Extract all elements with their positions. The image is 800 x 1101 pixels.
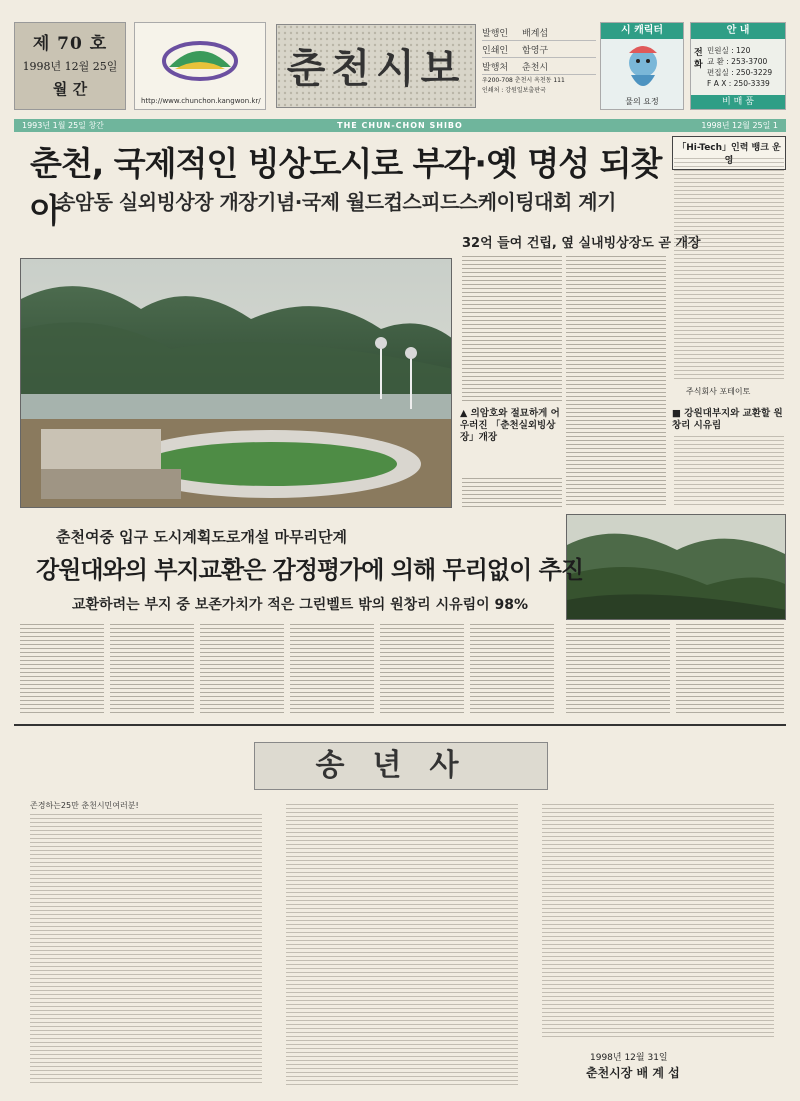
guide-line: F A X : 250-3339 [707,79,770,88]
article1-column [462,478,562,508]
guide-line: 교 환 : 253-3700 [707,57,768,66]
photo-caption: 32억 들여 건립, 옆 실내빙상장도 곧 개장 [462,236,701,251]
info-row-publisher: 발행인 배계섭 [482,24,596,41]
sidebar-title: 「Hi-Tech」인력 뱅크 운영 [672,136,786,170]
issue-box [14,22,126,110]
info-row-printer: 인쇄인 함영구 [482,41,596,58]
message-column [30,814,262,1086]
section-divider [14,724,786,726]
masthead [14,18,786,118]
sidebar-text [674,436,784,506]
forest-photo-image [567,515,786,620]
guide-label: 안 내 [691,23,785,39]
info-row-issuer: 발행처 춘천시 [482,58,596,75]
address: 우200-708 춘천시 옥천동 111 [482,77,565,84]
article2-column [20,624,104,716]
article2-column [470,624,554,716]
newspaper-title: 춘천시보 [286,46,466,92]
message-title: 송년사 [254,742,548,790]
sidebar-text [674,158,784,382]
main-subhead: 송암동 실외빙상장 개장기념·국제 월드컵스피드스케이팅대회 계기 [56,190,616,214]
issue-date: 1998년 12월 25일 [22,60,118,73]
skating-rink-photo [20,258,452,508]
mascot-caption: 물의 요정 [625,97,659,106]
strip-title: THE CHUN-CHON SHIBO [337,121,463,130]
article1-column [462,256,562,404]
printing-house: 인쇄처 : 강원일보출판국 [482,87,546,94]
mascot-label: 시 캐릭터 [601,23,683,39]
issue-number: 제 70 호 [32,34,108,54]
title-box [276,24,476,108]
sidebar-subtitle: ■ 강원대부지와 교환할 원창리 시유림 [672,408,783,431]
message-opening: 존경하는25만 춘천시민여러분! [30,801,139,810]
main-headline: 춘천, 국제적인 빙상도시로 부각·옛 명성 되찾아 [30,144,662,230]
rink-photo-image [21,259,452,508]
guide-list [707,45,772,89]
article2-column [110,624,194,716]
article2-column [200,624,284,716]
article2-column [566,624,670,716]
guide-line: 민원실 : 120 [707,46,751,55]
strip-date-page: 1998년 12월 25일 1 [701,121,778,130]
guide-side-label: 전화 [694,48,703,70]
message-column [542,804,774,1040]
sidebar-signature: 주식회사 포테이토 [686,387,751,396]
article1-column [566,256,666,506]
article2-column [676,624,784,716]
article2-headline: 강원대와의 부지교환은 감정평가에 의해 무리없이 추진 [36,556,584,584]
website-url: http://www.chunchon.kangwon.kr/ [141,97,261,105]
article2-column [290,624,374,716]
article2-kicker: 춘천여중 입구 도시계획도로개설 마무리단계 [56,528,347,546]
publisher-info [482,24,596,110]
city-logo-box [134,22,266,110]
issue-period: 월 간 [52,80,88,98]
strip-founded: 1993년 1월 25일 창간 [22,121,104,130]
message-signature: 춘천시장 배 계 섭 [586,1066,680,1080]
sidebar [672,136,786,556]
guide-line: 편집실 : 250-3229 [707,68,773,77]
mascot-box [600,22,684,110]
photo-callout: ▲ 의암호와 절묘하게 어우러진 「춘천실외빙상장」개장 [460,408,560,443]
city-logo-icon [135,27,265,97]
article2-subhead: 교환하려는 부지 중 보존가치가 적은 그린벨트 밖의 원창리 시유림이 98% [72,597,529,613]
phone-guide [690,22,786,110]
mascot-icon [601,41,685,97]
guide-footer: 비 매 품 [691,95,785,109]
date-strip [14,119,786,132]
message-date: 1998년 12월 31일 [590,1053,668,1063]
message-column [286,804,518,1086]
forest-photo [566,514,786,620]
article2-column [380,624,464,716]
